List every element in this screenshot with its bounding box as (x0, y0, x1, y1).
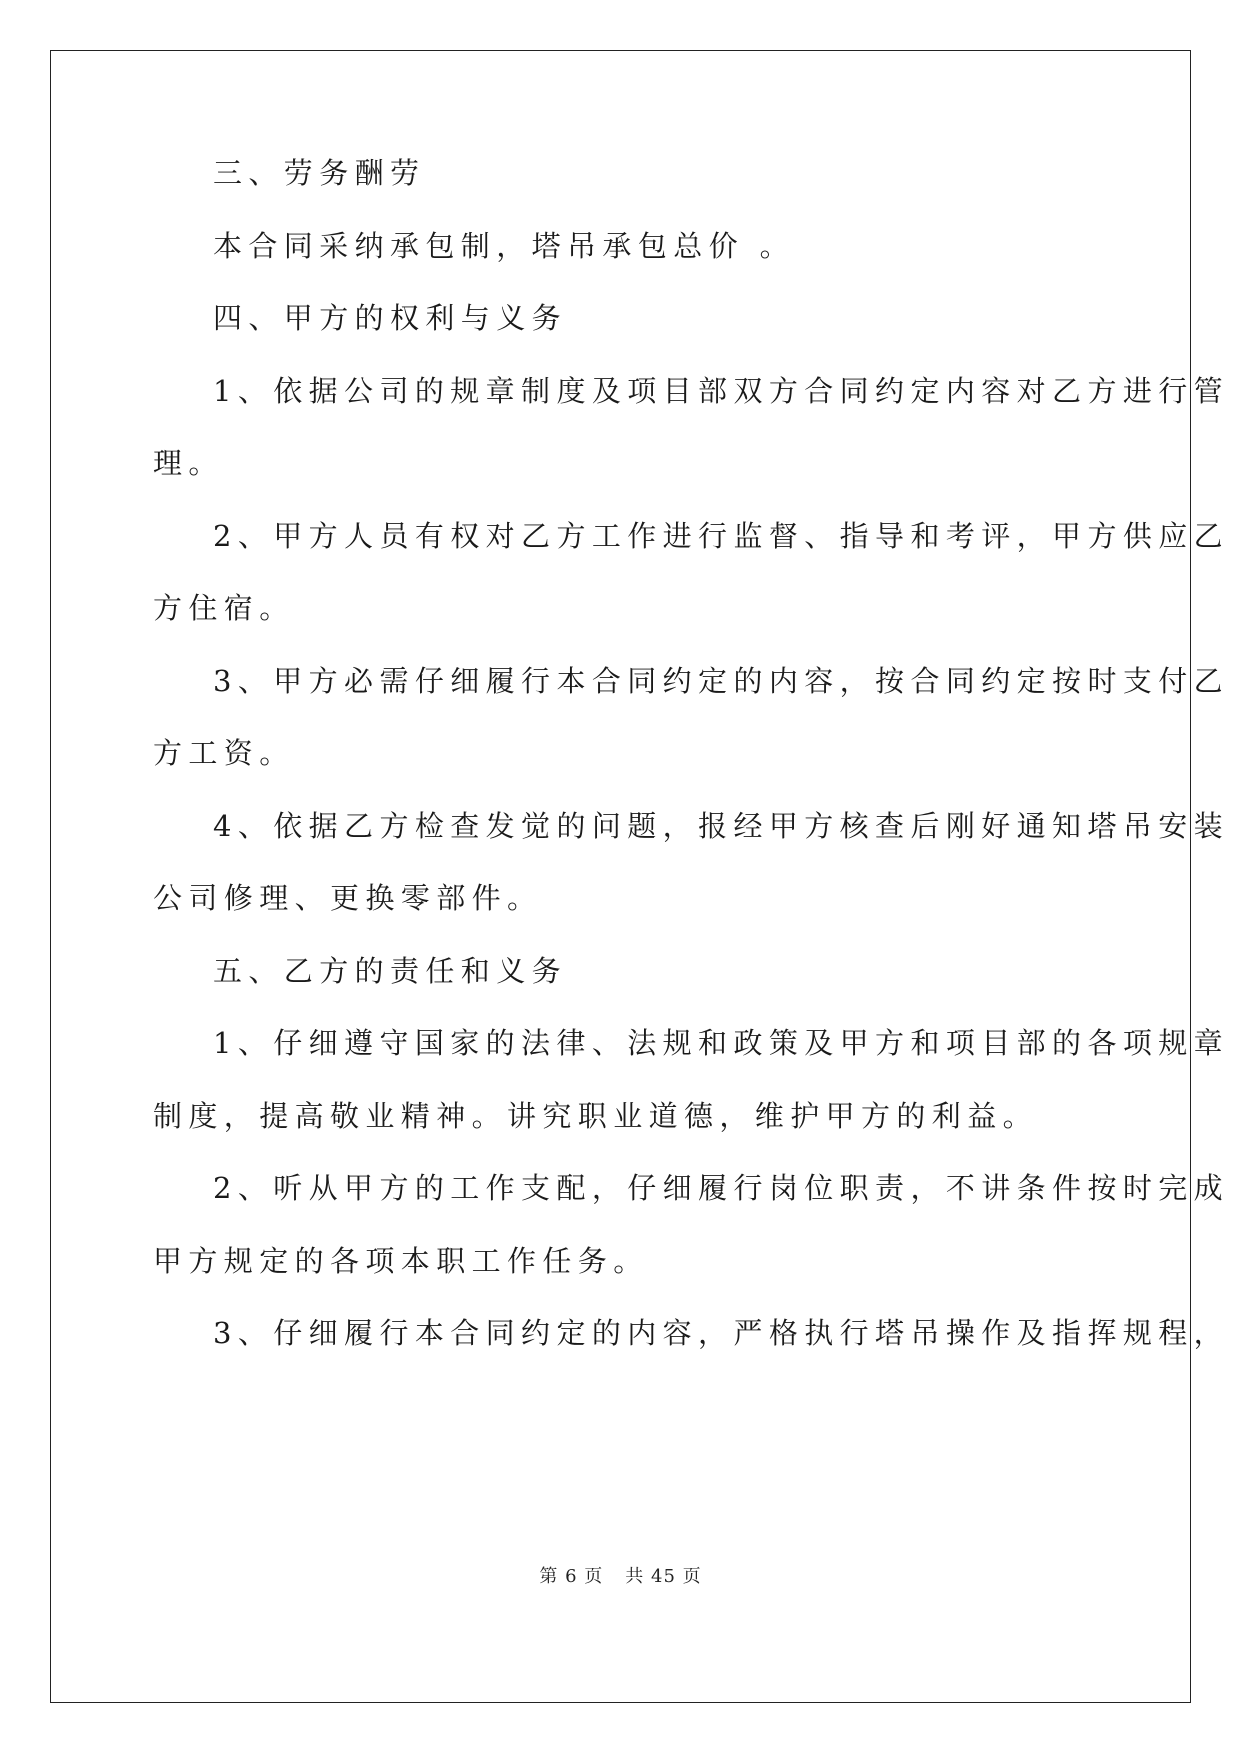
paragraph-line: 制度，提高敬业精神。讲究职业道德，维护甲方的利益。 (153, 1099, 1039, 1133)
paragraph-line: 甲方规定的各项本职工作任务。 (153, 1244, 649, 1278)
paragraph-line: 3、仔细履行本合同约定的内容，严格执行塔吊操作及指挥规程， (213, 1316, 1230, 1350)
paragraph-line: 3、甲方必需仔细履行本合同约定的内容，按合同约定按时支付乙 (213, 664, 1230, 698)
page-number: 第 6 页 (539, 1566, 604, 1587)
paragraph-line: 理。 (153, 446, 224, 480)
paragraph-line: 方住宿。 (153, 591, 295, 625)
paragraph-line: 2、听从甲方的工作支配，仔细履行岗位职责，不讲条件按时完成 (213, 1171, 1230, 1205)
paragraph-line: 本合同采纳承包制，塔吊承包总价 。 (213, 229, 796, 263)
section-heading-party-b: 五、乙方的责任和义务 (213, 954, 568, 988)
section-heading-party-a: 四、甲方的权利与义务 (213, 301, 568, 335)
paragraph-line: 2、甲方人员有权对乙方工作进行监督、指导和考评，甲方供应乙 (213, 519, 1230, 553)
total-pages: 共 45 页 (625, 1566, 702, 1587)
page-border (50, 50, 1230, 1703)
section-heading-remuneration: 三、劳务酬劳 (213, 156, 426, 190)
paragraph-line: 4、依据乙方检查发觉的问题，报经甲方核查后刚好通知塔吊安装 (213, 809, 1230, 843)
page-footer (0, 1562, 1241, 1588)
paragraph-line: 公司修理、更换零部件。 (153, 881, 543, 915)
paragraph-line: 方工资。 (153, 736, 295, 770)
paragraph-line: 1、依据公司的规章制度及项目部双方合同约定内容对乙方进行管 (213, 374, 1230, 408)
paragraph-line: 1、仔细遵守国家的法律、法规和政策及甲方和项目部的各项规章 (213, 1026, 1230, 1060)
